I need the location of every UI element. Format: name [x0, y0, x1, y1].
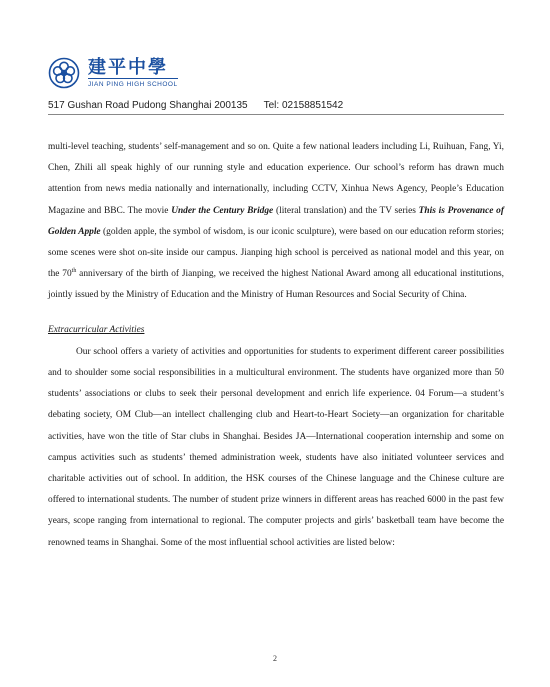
- text-run: multi-level teaching, students’ self-management and so on. Quite a few national leaders including Li, Ruihuan, Fang, Yi, Chen, Zhili all speak highly of our running style and education experience. Our school’s reform has drawn much attention from news media nationally and internationally, including CCTV, Xinhua News Agency, People’s Education Magazine and BBC. The movie: [48, 142, 504, 216]
- school-logo: [48, 50, 178, 96]
- street-address: 517 Gushan Road Pudong Shanghai 200135: [48, 100, 248, 111]
- text-run: anniversary of the birth of Jianping, we received the highest National Award among all educational institutions, jointly issued by the Ministry of Education and the Ministry of Human Resources and Social Security of China.: [48, 269, 504, 301]
- text-run: (golden apple, the symbol of wisdom, is our iconic sculpture), were based on our education reform stories; some scenes were shot on-site inside our campus. Jianping high school is perceived as national model and this year, on the 70: [48, 226, 505, 280]
- movie-title: Under the Century Bridge: [171, 205, 274, 216]
- header-divider: [48, 114, 504, 115]
- flower-logo-icon: [48, 57, 80, 89]
- body-text: [48, 137, 504, 554]
- school-name-english: JIAN PING HIGH SCHOOL: [88, 78, 178, 89]
- page-number: 2: [273, 654, 277, 663]
- ordinal-suffix: th: [71, 268, 77, 275]
- school-name-chinese: 建平中學: [88, 56, 168, 78]
- paragraph-extracurricular: Our school offers a variety of activities and opportunities for students to experiment different career possibilities and to shoulder some social responsibilities in a multicultural environment. The students have organized more than 50 students’ associations or clubs to seek their personal development and enrich life experience. 04 Forum—a student’s debating society, OM Club—an intellect challenging club and Heart-to-Heart Society—an organization for charitable activities, have won the title of Star clubs in Shanghai. Besides JA—International cooperation internship and some on campus activities such as students’ themed administration week, students have also initiated volunteer services and charitable activities out of school. In addition, the HSK courses of the Chinese language and the Chinese culture are offered to international students. The number of student prize winners in different areas has reached 6000 in the past few years, scope ranging from international to regional. The computer projects and girls’ basketball team have become the renowned teams in Shanghai. Some of the most influential school activities are listed below:: [48, 346, 504, 548]
- section-heading: Extracurricular Activities: [48, 324, 145, 335]
- address-line: [48, 100, 343, 111]
- paragraph-school-reform: [48, 137, 504, 307]
- tv-series-title: This is Provenance of Golden Apple: [48, 205, 504, 237]
- telephone: Tel: 02158851542: [263, 100, 344, 111]
- letterhead: [48, 50, 508, 110]
- text-run: (literal translation) and the TV series: [273, 205, 419, 216]
